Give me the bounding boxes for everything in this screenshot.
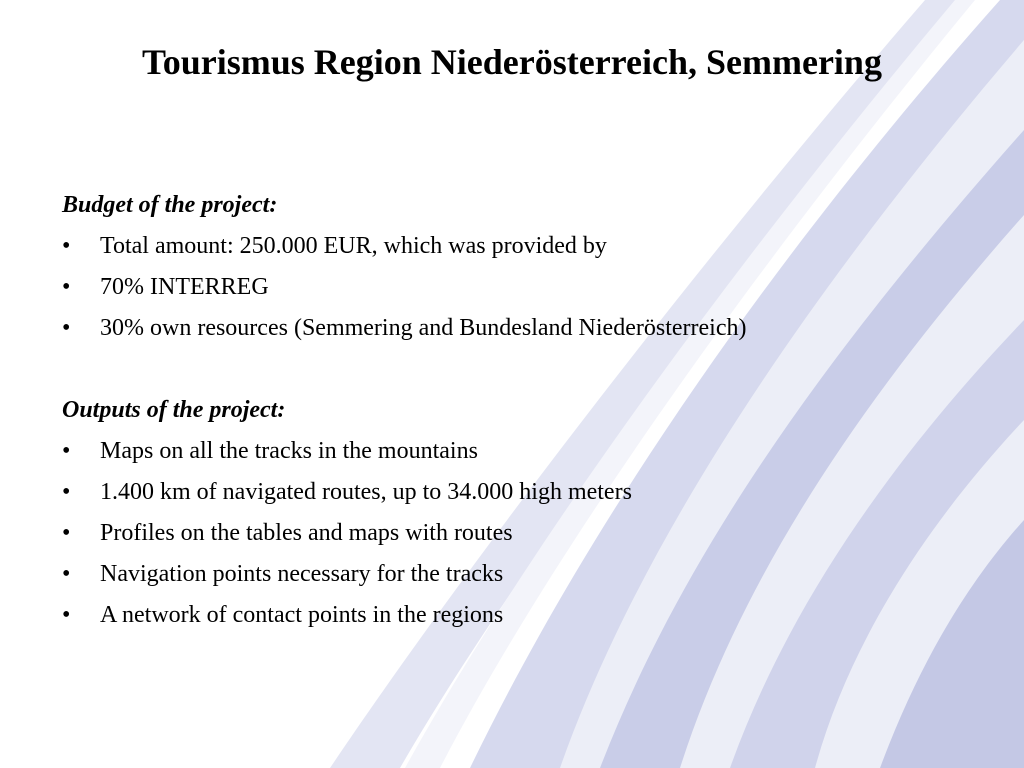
list-item bbox=[62, 472, 962, 513]
bullet-icon: • bbox=[62, 602, 71, 628]
budget-heading: Budget of the project: bbox=[62, 192, 278, 218]
list-item bbox=[62, 595, 962, 636]
budget-list bbox=[62, 226, 962, 349]
list-item bbox=[62, 554, 962, 595]
bullet-icon: • bbox=[62, 233, 71, 259]
list-item bbox=[62, 226, 962, 267]
outputs-section bbox=[62, 390, 962, 636]
bullet-icon: • bbox=[62, 315, 71, 341]
bullet-icon: • bbox=[62, 274, 71, 300]
slide-title: Tourismus Region Niederösterreich, Semmering bbox=[142, 42, 882, 82]
bullet-icon: • bbox=[62, 561, 71, 587]
bullet-icon: • bbox=[62, 520, 71, 546]
list-item bbox=[62, 267, 962, 308]
section-spacer bbox=[62, 349, 962, 390]
list-item-text: Maps on all the tracks in the mountains bbox=[100, 438, 478, 464]
budget-section bbox=[62, 185, 962, 349]
list-item-text: Navigation points necessary for the tracks bbox=[100, 561, 504, 587]
list-item-text: Profiles on the tables and maps with routes bbox=[100, 520, 513, 546]
outputs-heading: Outputs of the project: bbox=[62, 397, 286, 423]
slide-content bbox=[62, 185, 962, 636]
list-item bbox=[62, 308, 962, 349]
list-item bbox=[62, 513, 962, 554]
list-item-text: A network of contact points in the regions bbox=[100, 602, 504, 628]
list-item-text: Total amount: 250.000 EUR, which was provided by bbox=[100, 233, 607, 259]
list-item-text: 70% INTERREG bbox=[100, 274, 269, 300]
list-item bbox=[62, 431, 962, 472]
list-item-text: 1.400 km of navigated routes, up to 34.000 high meters bbox=[100, 479, 632, 505]
bullet-icon: • bbox=[62, 438, 71, 464]
outputs-list bbox=[62, 431, 962, 636]
bullet-icon: • bbox=[62, 479, 71, 505]
list-item-text: 30% own resources (Semmering and Bundesland Niederösterreich) bbox=[100, 315, 747, 341]
